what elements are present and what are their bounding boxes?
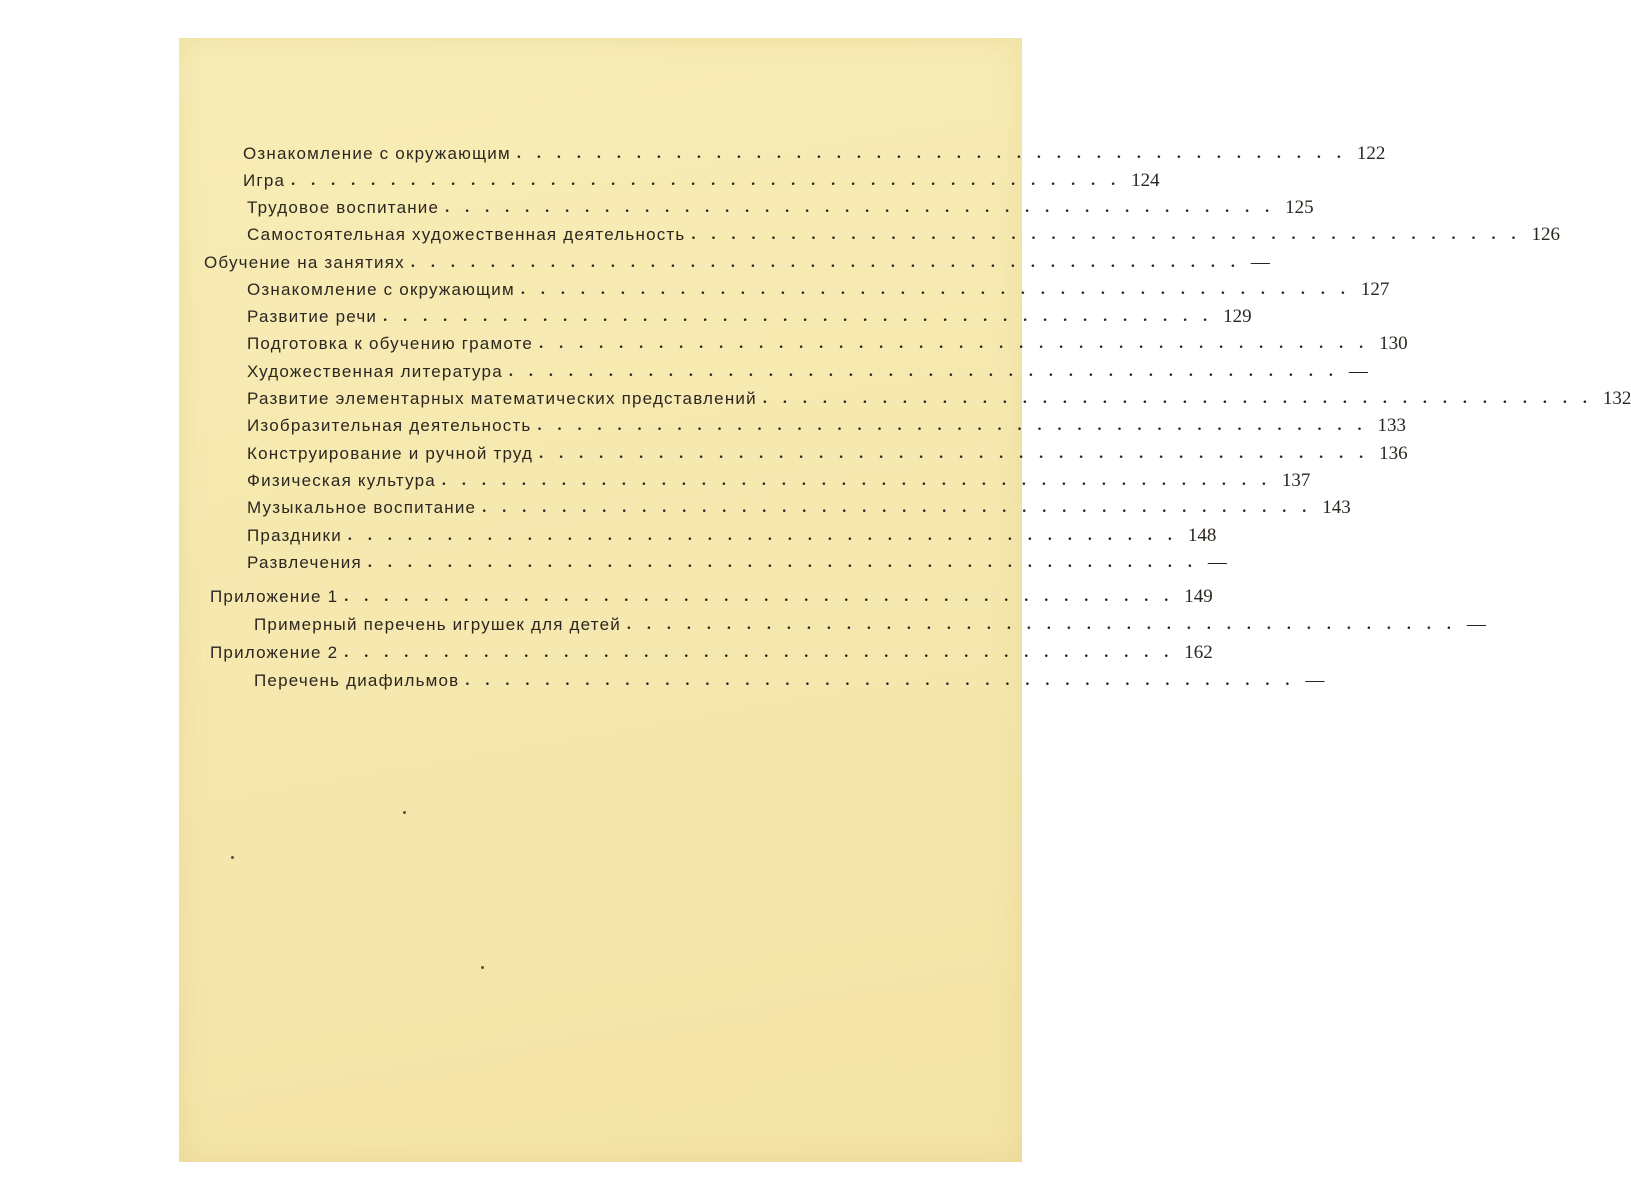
dot-leader: ..........................................	[383, 308, 1224, 325]
toc-entry-page: —	[1305, 670, 1325, 691]
toc-entry	[243, 140, 1386, 164]
toc-entry-title: Конструирование и ручной труд	[247, 444, 534, 463]
toc-entry-title: Перечень диафильмов	[254, 671, 460, 690]
toc-entry-page: 136	[1379, 443, 1408, 464]
dot-leader: ..........................................	[691, 226, 1532, 243]
toc-entry-page: 143	[1322, 497, 1351, 518]
toc-entry-page: 126	[1531, 224, 1560, 245]
toc-entry-title: Развитие речи	[247, 307, 378, 326]
toc-entry-title: Физическая культура	[247, 471, 436, 490]
toc-entry-page: —	[1207, 552, 1227, 573]
toc-entry	[254, 667, 1325, 691]
toc-entry-title: Примерный перечень игрушек для детей	[254, 615, 621, 634]
dot-leader: ..........................................	[347, 527, 1188, 544]
toc-entry-title: Подготовка к обучению грамоте	[247, 334, 534, 353]
toc-entry-title: Самостоятельная художественная деятельность	[247, 225, 686, 244]
toc-entry-title: Развитие элементарных математических представлений	[247, 389, 757, 408]
toc-entry	[247, 549, 1227, 573]
dot-leader: ..........................................	[441, 472, 1282, 489]
toc-entry	[247, 467, 1311, 491]
dot-leader: ..........................................	[537, 417, 1378, 434]
dot-leader: ..........................................	[482, 499, 1323, 516]
toc-entry-page: 130	[1379, 333, 1408, 354]
dot-leader: ..........................................	[762, 390, 1603, 407]
toc-entry	[247, 303, 1252, 327]
dot-leader: ..........................................	[445, 199, 1286, 216]
toc-entry-page: 124	[1131, 170, 1160, 191]
toc-entry-title: Ознакомление с окружающим	[247, 280, 515, 299]
toc-entry	[247, 358, 1368, 382]
toc-entry-title: Праздники	[247, 526, 342, 545]
dot-leader: ..........................................	[516, 145, 1357, 162]
toc-entry-page: —	[1250, 252, 1270, 273]
toc-entry	[247, 276, 1390, 300]
toc-entry	[247, 194, 1314, 218]
dot-leader: ..........................................	[520, 281, 1361, 298]
toc-entry-page: —	[1466, 614, 1486, 635]
dot-leader: ..........................................	[508, 363, 1349, 380]
toc-entry-title: Художественная литература	[247, 362, 503, 381]
dot-leader: ..........................................	[539, 445, 1380, 462]
toc-entry-title: Трудовое воспитание	[247, 198, 440, 217]
toc-entry-title: Развлечения	[247, 553, 362, 572]
toc-entry	[210, 583, 1213, 607]
dot-leader: ..........................................	[291, 172, 1132, 189]
toc-entry-title: Приложение 2	[210, 643, 339, 662]
toc-entry	[204, 249, 1270, 273]
toc-entry-title: Обучение на занятиях	[204, 253, 405, 272]
dot-leader: ..........................................	[626, 616, 1467, 633]
toc-entry-title: Ознакомление с окружающим	[243, 144, 511, 163]
toc-entry-page: 132	[1602, 388, 1631, 409]
toc-entry-page: —	[1348, 361, 1368, 382]
paper-speck	[403, 811, 406, 814]
toc-entry-page: 149	[1184, 586, 1213, 607]
toc-entry-page: 162	[1184, 642, 1213, 663]
toc-entry	[247, 412, 1406, 436]
toc-entry	[247, 385, 1631, 409]
dot-leader: ..........................................	[465, 672, 1306, 689]
table-of-contents	[179, 38, 1631, 1162]
toc-entry-title: Музыкальное воспитание	[247, 498, 477, 517]
toc-entry	[247, 221, 1560, 245]
toc-entry-page: 133	[1377, 415, 1406, 436]
toc-entry-page: 122	[1356, 143, 1386, 164]
toc-entry	[210, 639, 1213, 663]
toc-entry-page: 125	[1285, 197, 1314, 218]
toc-entry	[243, 167, 1160, 191]
dot-leader: ..........................................	[410, 254, 1251, 271]
toc-entry-title: Изобразительная деятельность	[247, 416, 532, 435]
toc-entry	[247, 494, 1351, 518]
toc-entry-title: Игра	[243, 171, 286, 190]
toc-entry	[254, 611, 1486, 635]
dot-leader: ..........................................	[367, 554, 1208, 571]
dot-leader: ..........................................	[539, 335, 1380, 352]
toc-entry-page: 137	[1281, 470, 1311, 491]
toc-entry-title: Приложение 1	[210, 587, 339, 606]
paper-speck	[231, 856, 234, 859]
toc-entry	[247, 522, 1217, 546]
toc-entry-page: 127	[1360, 279, 1390, 300]
dot-leader: ..........................................	[344, 588, 1185, 605]
toc-entry-page: 129	[1223, 306, 1252, 327]
toc-entry-page: 148	[1187, 525, 1217, 546]
paper-speck	[481, 966, 484, 969]
toc-entry	[247, 330, 1408, 354]
toc-entry	[247, 440, 1408, 464]
dot-leader: ..........................................	[344, 644, 1185, 661]
book-page	[179, 38, 1631, 1162]
